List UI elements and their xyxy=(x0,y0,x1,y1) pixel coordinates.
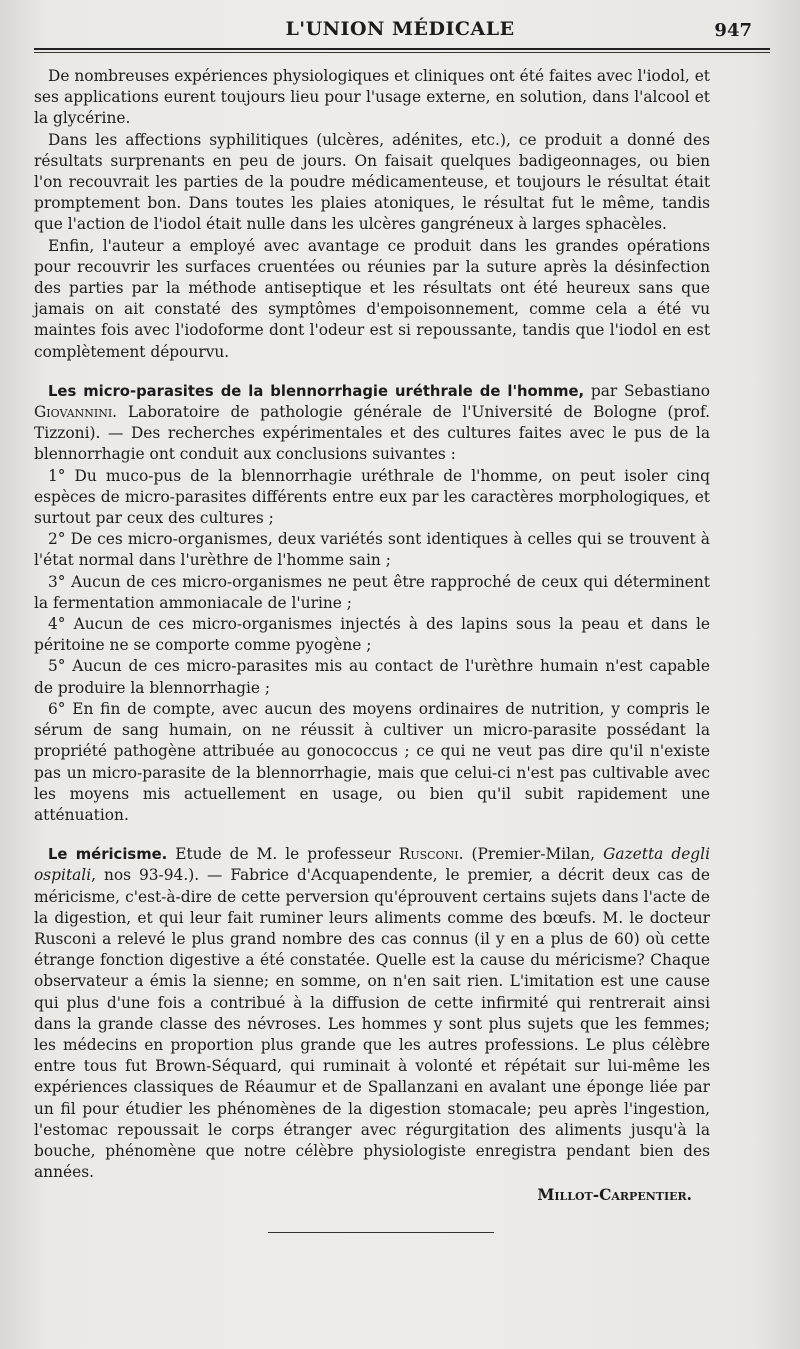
article-text-pre: Etude de M. le professeur xyxy=(167,845,399,864)
page-header xyxy=(30,18,770,48)
article-text-mid: . (Premier-Milan, xyxy=(458,845,604,864)
signature: Millot-Carpentier. xyxy=(537,1186,692,1205)
conclusion-item: 4° Aucun de ces micro-organismes injectés à des lapins sous la peau et dans le péritoine ne se comporte comme pyogène ; xyxy=(34,615,710,655)
article-mericisme xyxy=(34,844,710,1183)
conclusion-item: 2° De ces micro-organismes, deux variétés sont identiques à celles qui se trouvent à l'état normal dans l'urèthre de l'homme sain ; xyxy=(34,530,710,570)
article-heading: Les micro-parasites de la blennorrhagie uréthrale de l'homme, xyxy=(48,382,585,400)
byline-pre: par Sebastiano xyxy=(584,381,710,400)
running-title: L'UNION MÉDICALE xyxy=(285,18,515,40)
conclusion-item: 1° Du muco-pus de la blennorrhagie uréthrale de l'homme, on peut isoler cinq espèces de micro-parasites différents entre eux par les caractères morphologiques, et surtout par ceux des cultures ; xyxy=(34,466,710,528)
intro-paragraph-1: De nombreuses expériences physiologiques et cliniques ont été faites avec l'iodol, et ses applications eurent toujours lieu pour l'usage externe, en solution, dans l'alcool et la glycérine. xyxy=(34,67,710,128)
conclusion-item: 3° Aucun de ces micro-organismes ne peut être rapproché de ceux qui déterminent la fermentation ammoniacale de l'urine ; xyxy=(34,572,710,612)
byline-post: . Laboratoire de pathologie générale de l'Université de Bologne (prof. Tizzoni). — Des recherches expérimentales et des cultures faites avec le pus de la blennorrhagie ont conduit aux conclusions suivantes : xyxy=(34,403,710,464)
intro-paragraph-2: Dans les affections syphilitiques (ulcères, adénites, etc.), ce produit a donné des résultats surprenants en peu de jours. On faisait quelques badigeonnages, ou bien l'on recouvrait les parties de la poudre médicamenteuse, et toujours le résultat était promptement bon. Dans toutes les plaies atoniques, le résultat fut le même, tandis que l'action de l'iodol était nulle dans les ulcères gangréneux à larges sphacèles. xyxy=(34,130,710,234)
header-rule xyxy=(34,48,770,50)
conclusion-item: 6° En fin de compte, avec aucun des moyens ordinaires de nutrition, y compris le sérum de sang humain, on ne réussit à cultiver un micro-parasite possédant la propriété pathogène attribuée au gonococcus ; ce qui ne veut pas dire qu'il n'existe pas un micro-parasite de la blennorrhagie, mais que celui-ci n'est pas cultivable avec les moyens mis actuellement en usage, ou bien qu'il subit rapidement une atténuation. xyxy=(34,699,710,824)
conclusion-item: 5° Aucun de ces micro-parasites mis au contact de l'urèthre humain n'est capable de produire la blennorrhagie ; xyxy=(34,657,710,697)
article-heading: Le méricisme. xyxy=(48,846,168,864)
author-name: Giovannini xyxy=(34,403,113,422)
section-divider xyxy=(268,1232,494,1233)
article-blennorrhagie-lead xyxy=(34,381,710,466)
intro-paragraph-3: Enfin, l'auteur a employé avec avantage ce produit dans les grandes opérations pour recouvrir les surfaces cruentées ou réunies par la suture après la désinfection des parties par la méthode antiseptique et les résultats ont été heureux sans que jamais on ait constaté des symptômes d'empoisonnement, comme cela a été vu maintes fois avec l'iodoforme dont l'odeur est si repoussante, tandis que l'iodol en est complètement dépourvu. xyxy=(34,236,710,361)
page-number: 947 xyxy=(714,20,752,41)
page-body xyxy=(34,66,710,1207)
journal-name: Gazetta degli ospitali xyxy=(34,845,710,885)
article-text-post: , nos 93-94.). — Fabrice d'Acquapendente, le premier, a décrit deux cas de méricisme, c'est-à-dire de cette perversion qu'éprouvent certains sujets dans l'acte de la digestion, et qui leur fait ruminer leurs aliments comme des bœufs. M. le docteur Rusconi a relevé le plus grand nombre des cas connus (il y en a plus de 60) où cette étrange fonction digestive a été constatée. Quelle est la cause du méricisme? Chaque observateur a émis la sienne; en somme, on n'en sait rien. L'imitation est une cause qui plus d'une fois a contribué à la diffusion de cette infirmité qui rentrerait ainsi dans la grande classe des névroses. Les hommes y sont plus sujets que les femmes; les médecins en proportion plus grande que les autres professions. Le plus célèbre entre tous fut Brown-Séquard, qui ruminait à volonté et répétait sur lui-même les expériences classiques de Réaumur et de Spallanzani en avalant une éponge liée par un fil pour étudier les phénomènes de la digestion stomacale; peu après l'ingestion, l'estomac repoussait le corps étranger avec régurgitation des aliments jusqu'à la bouche, phénomène que notre célèbre physiologiste enregistra pendant bien des années. xyxy=(34,866,710,1182)
author-name: Rusconi xyxy=(398,845,459,864)
